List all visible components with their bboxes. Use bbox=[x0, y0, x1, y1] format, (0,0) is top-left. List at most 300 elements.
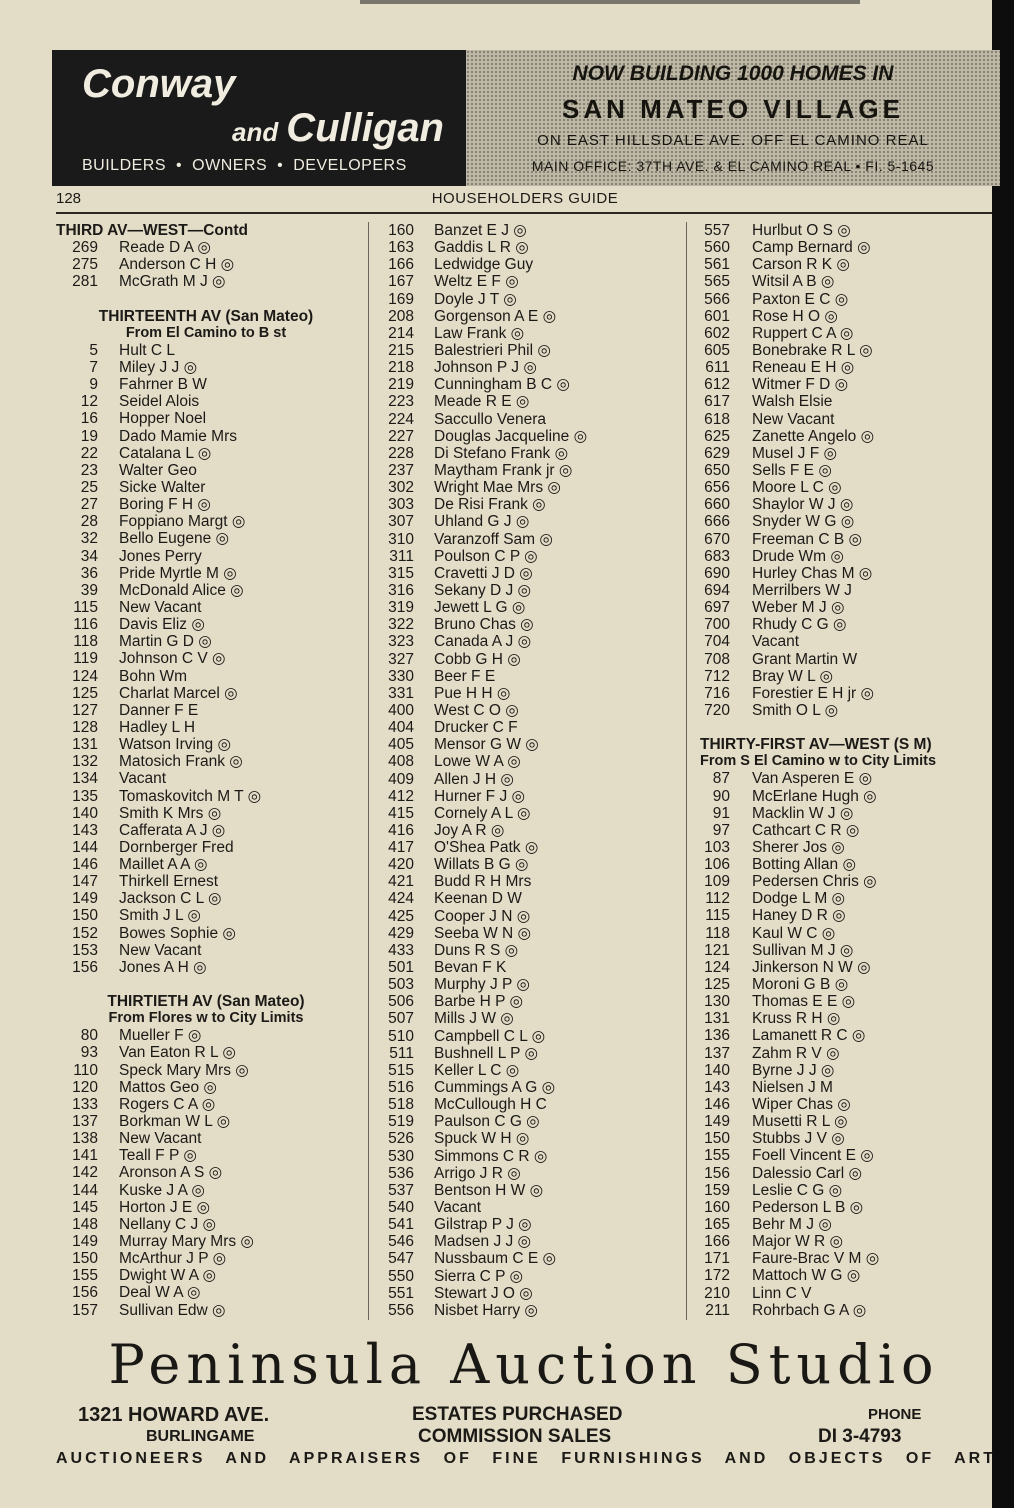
directory-entry bbox=[382, 993, 682, 1010]
house-number: 91 bbox=[712, 804, 730, 822]
resident-name: Zahm R V ◎ bbox=[752, 1044, 840, 1062]
resident-name: New Vacant bbox=[119, 941, 202, 959]
directory-column-1 bbox=[56, 222, 356, 1319]
house-number: 503 bbox=[388, 976, 414, 994]
house-number: 147 bbox=[72, 873, 98, 891]
directory-entry bbox=[382, 1199, 682, 1216]
directory-entry bbox=[382, 651, 682, 668]
house-number: 415 bbox=[388, 804, 414, 822]
resident-name: Walter Geo bbox=[119, 461, 197, 479]
resident-name: New Vacant bbox=[119, 1130, 202, 1148]
resident-name: McArthur J P ◎ bbox=[119, 1250, 227, 1268]
house-number: 135 bbox=[72, 787, 98, 805]
house-number: 670 bbox=[704, 530, 730, 548]
resident-name: Bowes Sophie ◎ bbox=[119, 924, 236, 942]
ad-role: BUILDERS bbox=[82, 157, 167, 174]
directory-entry bbox=[56, 650, 356, 667]
resident-name: Anderson C H ◎ bbox=[119, 256, 235, 274]
top-scan-line bbox=[360, 0, 860, 4]
house-number: 547 bbox=[388, 1250, 414, 1268]
directory-entry bbox=[56, 376, 356, 393]
directory-entry bbox=[700, 976, 992, 993]
house-number: 311 bbox=[389, 547, 414, 565]
house-number: 28 bbox=[80, 513, 98, 531]
house-number: 145 bbox=[72, 1198, 98, 1216]
resident-name: Behr M J ◎ bbox=[752, 1216, 832, 1234]
directory-entry bbox=[382, 805, 682, 822]
resident-name: De Risi Frank ◎ bbox=[434, 496, 546, 514]
resident-name: Hadley L H bbox=[119, 718, 196, 736]
directory-entry bbox=[382, 599, 682, 616]
house-number: 269 bbox=[72, 239, 98, 257]
house-number: 36 bbox=[80, 564, 98, 582]
house-number: 109 bbox=[704, 873, 730, 891]
directory-entry bbox=[56, 890, 356, 907]
directory-entry bbox=[382, 1010, 682, 1027]
directory-entry bbox=[382, 702, 682, 719]
house-number: 120 bbox=[72, 1078, 98, 1096]
directory-entry bbox=[700, 1250, 992, 1267]
house-number: 9 bbox=[89, 376, 98, 394]
house-number: 148 bbox=[72, 1215, 98, 1233]
resident-name: Drude Wm ◎ bbox=[752, 547, 844, 565]
directory-entry bbox=[56, 1027, 356, 1044]
directory-entry bbox=[382, 513, 682, 530]
ad-headline: NOW BUILDING 1000 HOMES IN bbox=[572, 62, 894, 85]
resident-name: Linn C V bbox=[752, 1284, 812, 1302]
directory-entry bbox=[382, 479, 682, 496]
house-number: 124 bbox=[72, 667, 98, 685]
house-number: 409 bbox=[388, 770, 414, 788]
house-number: 330 bbox=[388, 667, 414, 685]
directory-entry bbox=[56, 582, 356, 599]
resident-name: Saccullo Venera bbox=[434, 410, 547, 428]
resident-name: Bentson H W ◎ bbox=[434, 1181, 544, 1199]
directory-entry bbox=[700, 668, 992, 685]
house-number: 156 bbox=[704, 1164, 730, 1182]
house-number: 416 bbox=[388, 821, 414, 839]
resident-name: Walsh Elsie bbox=[752, 393, 833, 411]
house-number: 39 bbox=[80, 581, 98, 599]
directory-entry bbox=[700, 393, 992, 410]
directory-entry bbox=[56, 1216, 356, 1233]
directory-entry bbox=[382, 1250, 682, 1267]
directory-entry bbox=[56, 530, 356, 547]
directory-entry bbox=[382, 1302, 682, 1319]
resident-name: Forestier E H jr ◎ bbox=[752, 684, 875, 702]
directory-entry bbox=[56, 1079, 356, 1096]
house-number: 618 bbox=[704, 410, 730, 428]
resident-name: Simmons C R ◎ bbox=[434, 1147, 548, 1165]
house-number: 143 bbox=[704, 1078, 730, 1096]
directory-entry bbox=[700, 1096, 992, 1113]
resident-name: Pedersen Chris ◎ bbox=[752, 873, 877, 891]
house-number: 133 bbox=[72, 1095, 98, 1113]
directory-entry bbox=[700, 479, 992, 496]
directory-entry bbox=[700, 873, 992, 890]
directory-entry bbox=[56, 1044, 356, 1061]
house-number: 142 bbox=[72, 1164, 98, 1182]
resident-name: Freeman C B ◎ bbox=[752, 530, 862, 548]
house-number: 281 bbox=[72, 273, 98, 291]
directory-entry bbox=[700, 256, 992, 273]
directory-entry bbox=[382, 1148, 682, 1165]
resident-name: Wiper Chas ◎ bbox=[752, 1096, 851, 1114]
house-number: 617 bbox=[704, 393, 730, 411]
house-number: 316 bbox=[388, 581, 414, 599]
section-gap bbox=[56, 291, 356, 308]
directory-entry bbox=[382, 788, 682, 805]
resident-name: Smith K Mrs ◎ bbox=[119, 804, 222, 822]
resident-name: Merrilbers W J bbox=[752, 581, 852, 599]
house-number: 34 bbox=[80, 547, 98, 565]
directory-entry bbox=[700, 633, 992, 650]
directory-entry bbox=[56, 873, 356, 890]
directory-entry bbox=[56, 805, 356, 822]
page-title: HOUSEHOLDERS GUIDE bbox=[431, 190, 619, 207]
house-number: 601 bbox=[704, 307, 730, 325]
street-range: From El Camino to B st bbox=[125, 324, 287, 341]
directory-entry bbox=[382, 359, 682, 376]
directory-entry bbox=[700, 651, 992, 668]
resident-name: Davis Eliz ◎ bbox=[119, 616, 205, 634]
directory-entry bbox=[382, 736, 682, 753]
house-number: 155 bbox=[72, 1267, 98, 1285]
resident-name: Jewett L G ◎ bbox=[434, 599, 526, 617]
directory-entry bbox=[382, 976, 682, 993]
directory-entry bbox=[56, 1147, 356, 1164]
resident-name: Dodge L M ◎ bbox=[752, 890, 846, 908]
house-number: 536 bbox=[388, 1164, 414, 1182]
directory-entry bbox=[700, 907, 992, 924]
resident-name: Van Asperen E ◎ bbox=[752, 770, 873, 788]
house-number: 110 bbox=[73, 1061, 98, 1079]
house-number: 214 bbox=[388, 324, 414, 342]
house-number: 424 bbox=[388, 890, 414, 908]
resident-name: Bruno Chas ◎ bbox=[434, 616, 534, 634]
directory-entry bbox=[56, 788, 356, 805]
directory-entry bbox=[382, 1182, 682, 1199]
house-number: 223 bbox=[388, 393, 414, 411]
house-number: 7 bbox=[89, 358, 98, 376]
house-number: 208 bbox=[388, 307, 414, 325]
resident-name: Sullivan M J ◎ bbox=[752, 941, 854, 959]
directory-entry bbox=[700, 1079, 992, 1096]
resident-name: Weltz E F ◎ bbox=[434, 273, 519, 291]
resident-name: Vacant bbox=[752, 633, 800, 651]
house-number: 163 bbox=[388, 239, 414, 257]
directory-entry bbox=[700, 462, 992, 479]
resident-name: McDonald Alice ◎ bbox=[119, 581, 244, 599]
resident-name: Grant Martin W bbox=[752, 650, 858, 668]
directory-entry bbox=[56, 1130, 356, 1147]
directory-entry bbox=[56, 1164, 356, 1181]
directory-entry bbox=[382, 856, 682, 873]
house-number: 319 bbox=[388, 599, 414, 617]
house-number: 404 bbox=[388, 719, 414, 737]
resident-name: McErlane Hugh ◎ bbox=[752, 787, 877, 805]
house-number: 115 bbox=[73, 598, 98, 616]
resident-name: Joy A R ◎ bbox=[434, 821, 505, 839]
resident-name: Gaddis L R ◎ bbox=[434, 239, 529, 257]
directory-entry bbox=[700, 1267, 992, 1284]
house-number: 218 bbox=[388, 359, 414, 377]
directory-entry bbox=[56, 1182, 356, 1199]
ad-brand-line2 bbox=[232, 106, 444, 151]
resident-name: Fahrner B W bbox=[119, 376, 207, 394]
directory-entry bbox=[56, 925, 356, 942]
page-number: 128 bbox=[56, 190, 82, 207]
house-number: 421 bbox=[388, 873, 414, 891]
resident-name: O'Shea Patk ◎ bbox=[434, 839, 539, 857]
directory-entry bbox=[56, 736, 356, 753]
house-number: 106 bbox=[704, 856, 730, 874]
directory-entry bbox=[56, 496, 356, 513]
house-number: 144 bbox=[72, 838, 98, 856]
directory-entry bbox=[700, 925, 992, 942]
resident-name: Ruppert C A ◎ bbox=[752, 324, 854, 342]
house-number: 156 bbox=[72, 1284, 98, 1302]
resident-name: Jones Perry bbox=[119, 547, 202, 565]
house-number: 150 bbox=[704, 1130, 730, 1148]
house-number: 103 bbox=[704, 838, 730, 856]
house-number: 560 bbox=[704, 239, 730, 257]
house-number: 322 bbox=[388, 616, 414, 634]
resident-name: Mattoch W G ◎ bbox=[752, 1267, 861, 1285]
directory-entry bbox=[382, 633, 682, 650]
house-number: 315 bbox=[388, 564, 414, 582]
house-number: 16 bbox=[80, 410, 98, 428]
house-number: 166 bbox=[704, 1233, 730, 1251]
house-number: 511 bbox=[389, 1044, 414, 1062]
directory-entry bbox=[56, 239, 356, 256]
house-number: 172 bbox=[704, 1267, 730, 1285]
resident-name: Sekany D J ◎ bbox=[434, 581, 532, 599]
resident-name: Jinkerson N W ◎ bbox=[752, 958, 871, 976]
resident-name: Spuck W H ◎ bbox=[434, 1130, 530, 1148]
house-number: 518 bbox=[388, 1096, 414, 1114]
resident-name: Cunningham B C ◎ bbox=[434, 376, 570, 394]
house-number: 150 bbox=[72, 907, 98, 925]
house-number: 27 bbox=[80, 496, 98, 514]
resident-name: Bohn Wm bbox=[119, 667, 188, 685]
resident-name: Varanzoff Sam ◎ bbox=[434, 530, 553, 548]
resident-name: Doyle J T ◎ bbox=[434, 290, 517, 308]
house-number: 146 bbox=[704, 1096, 730, 1114]
house-number: 149 bbox=[72, 890, 98, 908]
directory-entry bbox=[56, 1199, 356, 1216]
house-number: 625 bbox=[704, 427, 730, 445]
house-number: 149 bbox=[72, 1233, 98, 1251]
directory-entry bbox=[700, 496, 992, 513]
resident-name: Faure-Brac V M ◎ bbox=[752, 1250, 880, 1268]
directory-entry bbox=[700, 1182, 992, 1199]
resident-name: McCullough H C bbox=[434, 1096, 547, 1114]
house-number: 510 bbox=[388, 1027, 414, 1045]
directory-column-3 bbox=[700, 222, 992, 1319]
resident-name: McGrath M J ◎ bbox=[119, 273, 226, 291]
directory-entry bbox=[700, 702, 992, 719]
resident-name: Horton J E ◎ bbox=[119, 1198, 211, 1216]
house-number: 157 bbox=[72, 1301, 98, 1319]
house-number: 115 bbox=[705, 907, 730, 925]
house-number: 420 bbox=[388, 856, 414, 874]
house-number: 171 bbox=[704, 1250, 730, 1268]
resident-name: Bello Eugene ◎ bbox=[119, 530, 230, 548]
resident-name: Dwight W A ◎ bbox=[119, 1267, 217, 1285]
house-number: 23 bbox=[80, 461, 98, 479]
house-number: 137 bbox=[72, 1113, 98, 1131]
directory-entry bbox=[56, 942, 356, 959]
resident-name: Stewart J O ◎ bbox=[434, 1284, 533, 1302]
house-number: 93 bbox=[80, 1044, 98, 1062]
house-number: 546 bbox=[388, 1233, 414, 1251]
directory-column-2 bbox=[382, 222, 682, 1319]
advertisement-banner bbox=[52, 50, 1000, 186]
resident-name: Di Stefano Frank ◎ bbox=[434, 444, 569, 462]
house-number: 127 bbox=[72, 701, 98, 719]
house-number: 666 bbox=[704, 513, 730, 531]
directory-entry bbox=[56, 479, 356, 496]
resident-name: Johnson C V ◎ bbox=[119, 650, 226, 668]
resident-name: Hurlbut O S ◎ bbox=[752, 222, 851, 239]
resident-name: Mattos Geo ◎ bbox=[119, 1078, 217, 1096]
house-number: 211 bbox=[705, 1301, 730, 1319]
house-number: 119 bbox=[73, 650, 98, 668]
directory-entry bbox=[382, 445, 682, 462]
resident-name: Dado Mamie Mrs bbox=[119, 427, 237, 445]
house-number: 118 bbox=[73, 633, 98, 651]
resident-name: Murray Mary Mrs ◎ bbox=[119, 1233, 254, 1251]
house-number: 537 bbox=[388, 1181, 414, 1199]
house-number: 131 bbox=[72, 736, 98, 754]
house-number: 132 bbox=[72, 753, 98, 771]
house-number: 237 bbox=[388, 461, 414, 479]
resident-name: Budd R H Mrs bbox=[434, 873, 532, 891]
directory-entry bbox=[700, 805, 992, 822]
resident-name: Van Eaton R L ◎ bbox=[119, 1044, 236, 1062]
house-number: 310 bbox=[388, 530, 414, 548]
house-number: 22 bbox=[80, 444, 98, 462]
house-number: 149 bbox=[704, 1113, 730, 1131]
resident-name: Vacant bbox=[434, 1199, 482, 1217]
phone-number: DI 3-4793 bbox=[818, 1426, 902, 1447]
house-number: 150 bbox=[72, 1250, 98, 1268]
directory-entry bbox=[382, 668, 682, 685]
directory-entry bbox=[382, 342, 682, 359]
directory-entry bbox=[382, 222, 682, 239]
resident-name: Rhudy C G ◎ bbox=[752, 616, 847, 634]
resident-name: Kruss R H ◎ bbox=[752, 1010, 841, 1028]
house-number: 650 bbox=[704, 461, 730, 479]
street-heading: THIRD AV—WEST—Contd bbox=[56, 222, 249, 239]
house-number: 566 bbox=[704, 290, 730, 308]
resident-name: Meade R E ◎ bbox=[434, 393, 530, 411]
house-number: 159 bbox=[704, 1181, 730, 1199]
directory-entry bbox=[700, 428, 992, 445]
directory-entry bbox=[382, 1165, 682, 1182]
resident-name: Smith O L ◎ bbox=[752, 701, 839, 719]
resident-name: Lamanett R C ◎ bbox=[752, 1027, 866, 1045]
resident-name: Paxton E C ◎ bbox=[752, 290, 849, 308]
street-heading: THIRTY-FIRST AV—WEST (S M) bbox=[700, 736, 932, 754]
house-number: 275 bbox=[72, 256, 98, 274]
house-number: 124 bbox=[704, 958, 730, 976]
directory-entry bbox=[56, 1062, 356, 1079]
house-number: 694 bbox=[704, 581, 730, 599]
ad-role: OWNERS bbox=[192, 157, 268, 174]
directory-entry bbox=[382, 273, 682, 290]
directory-entry bbox=[56, 273, 356, 290]
directory-entry bbox=[382, 1062, 682, 1079]
directory-entry bbox=[56, 1284, 356, 1301]
resident-name: Musetti R L ◎ bbox=[752, 1113, 848, 1131]
column-divider bbox=[686, 222, 687, 1320]
directory-entry bbox=[382, 291, 682, 308]
directory-entry bbox=[56, 856, 356, 873]
directory-entry bbox=[700, 582, 992, 599]
house-number: 612 bbox=[704, 376, 730, 394]
directory-entry bbox=[700, 1045, 992, 1062]
house-number: 138 bbox=[72, 1130, 98, 1148]
house-number: 302 bbox=[388, 479, 414, 497]
house-number: 130 bbox=[704, 993, 730, 1011]
directory-entry bbox=[56, 616, 356, 633]
directory-entry bbox=[700, 308, 992, 325]
directory-entry bbox=[382, 239, 682, 256]
studio-name: Peninsula Auction Studio bbox=[108, 1333, 940, 1396]
bullet-icon: • bbox=[176, 157, 183, 174]
directory-entry bbox=[700, 1113, 992, 1130]
column-divider bbox=[368, 222, 369, 1320]
resident-name: Poulson C P ◎ bbox=[434, 547, 538, 565]
resident-name: Foell Vincent E ◎ bbox=[752, 1147, 874, 1165]
house-number: 506 bbox=[388, 993, 414, 1011]
house-number: 112 bbox=[705, 890, 730, 908]
directory-entry bbox=[56, 548, 356, 565]
directory-entry bbox=[382, 1285, 682, 1302]
house-number: 507 bbox=[388, 1010, 414, 1028]
resident-name: Hopper Noel bbox=[119, 410, 207, 428]
studio-estates: ESTATES PURCHASED bbox=[412, 1404, 623, 1425]
house-number: 156 bbox=[72, 958, 98, 976]
directory-entry bbox=[700, 1302, 992, 1319]
resident-name: Bray W L ◎ bbox=[752, 667, 833, 685]
resident-name: Stubbs J V ◎ bbox=[752, 1130, 845, 1148]
house-number: 125 bbox=[72, 684, 98, 702]
resident-name: Snyder W G ◎ bbox=[752, 513, 855, 531]
resident-name: Watson Irving ◎ bbox=[119, 736, 232, 754]
house-number: 541 bbox=[388, 1216, 414, 1234]
house-number: 519 bbox=[388, 1113, 414, 1131]
resident-name: Catalana L ◎ bbox=[119, 444, 212, 462]
directory-entry bbox=[700, 445, 992, 462]
directory-entry bbox=[56, 1233, 356, 1250]
resident-name: Cobb G H ◎ bbox=[434, 650, 521, 668]
house-number: 160 bbox=[388, 222, 414, 239]
resident-name: Keller L C ◎ bbox=[434, 1061, 520, 1079]
directory-entry bbox=[56, 753, 356, 770]
directory-entry bbox=[382, 496, 682, 513]
bullet-icon: • bbox=[277, 157, 284, 174]
house-number: 32 bbox=[80, 530, 98, 548]
street-range: From Flores w to City Limits bbox=[108, 1010, 304, 1027]
ad-location: ON EAST HILLSDALE AVE. OFF EL CAMINO REAL bbox=[537, 132, 929, 149]
resident-name: Madsen J J ◎ bbox=[434, 1233, 532, 1251]
resident-name: Jackson C L ◎ bbox=[119, 890, 222, 908]
conway-culligan-ad bbox=[52, 50, 466, 186]
resident-name: Sierra C P ◎ bbox=[434, 1267, 524, 1285]
